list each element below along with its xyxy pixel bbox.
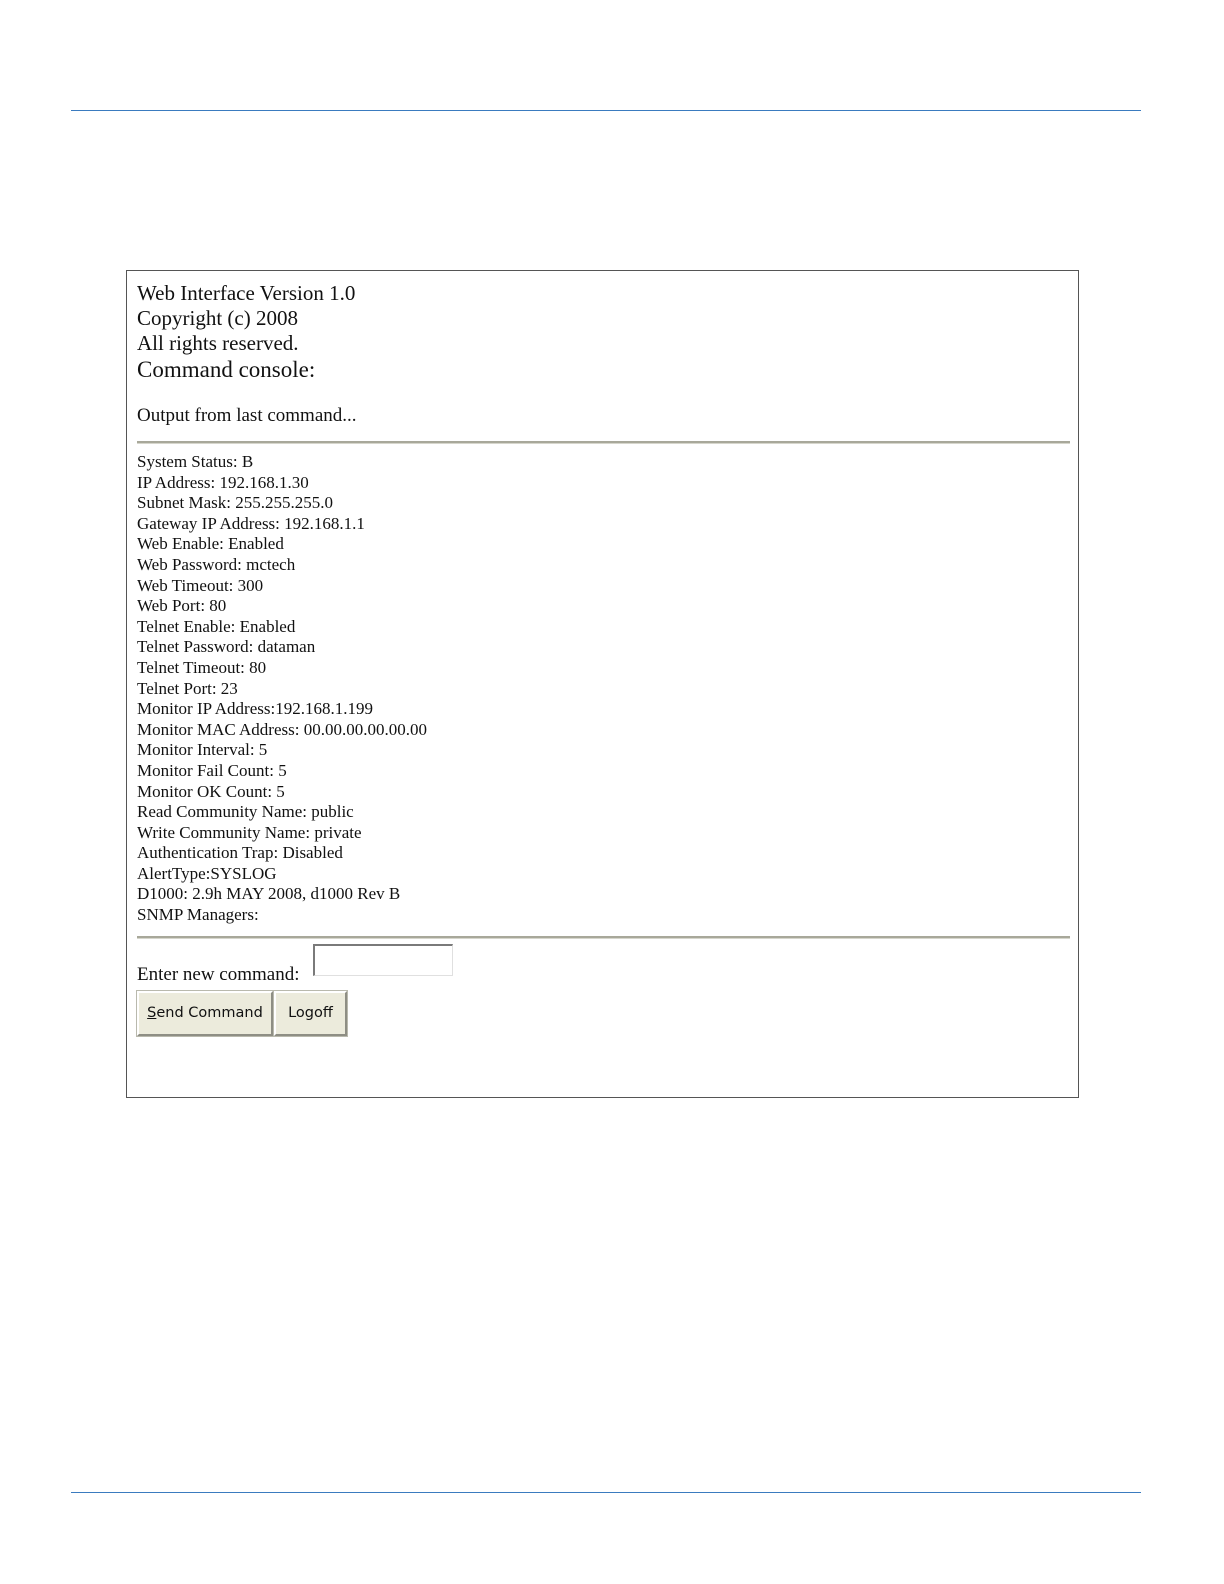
status-line: Gateway IP Address: 192.168.1.1	[137, 513, 365, 533]
button-row	[137, 991, 1070, 1037]
status-line: Telnet Password: dataman	[137, 637, 316, 657]
status-line: SNMP Managers:	[137, 905, 259, 925]
version-text: Web Interface Version 1.0	[137, 281, 356, 305]
status-line: Web Timeout: 300	[137, 575, 264, 595]
page-top-rule	[71, 110, 1141, 111]
command-row	[137, 944, 1070, 986]
status-line: Telnet Timeout: 80	[137, 657, 267, 677]
status-line: Write Community Name: private	[137, 822, 362, 842]
status-line: Telnet Port: 23	[137, 678, 238, 698]
status-line: Monitor MAC Address: 00.00.00.00.00.00	[137, 719, 427, 739]
status-line: Web Port: 80	[137, 596, 227, 616]
rights-text: All rights reserved.	[137, 331, 299, 355]
status-line: Authentication Trap: Disabled	[137, 843, 343, 863]
console-title: Command console:	[137, 357, 316, 382]
send-command-accesskey: S	[147, 1005, 157, 1022]
web-console-frame	[126, 270, 1079, 1098]
command-label: Enter new command:	[137, 963, 300, 985]
status-line: Read Community Name: public	[137, 802, 354, 822]
status-line: System Status: B	[137, 452, 254, 471]
status-line: Subnet Mask: 255.255.255.0	[137, 493, 333, 513]
status-line: Web Password: mctech	[137, 554, 296, 574]
logoff-button[interactable]: Logoff	[274, 991, 347, 1036]
status-line: Web Enable: Enabled	[137, 534, 284, 554]
status-line: D1000: 2.9h MAY 2008, d1000 Rev B	[137, 884, 401, 904]
status-line: Monitor OK Count: 5	[137, 781, 285, 801]
output-divider-bottom	[137, 936, 1070, 939]
status-line: IP Address: 192.168.1.30	[137, 472, 309, 492]
status-output-list	[137, 452, 1070, 926]
status-line: Monitor Interval: 5	[137, 740, 268, 760]
command-input[interactable]	[313, 944, 453, 976]
output-label: Output from last command...	[137, 405, 357, 426]
status-line: Monitor IP Address:192.168.1.199	[137, 699, 373, 719]
send-command-button[interactable]	[137, 991, 273, 1036]
output-divider-top	[137, 441, 1070, 444]
page-bottom-rule	[71, 1492, 1141, 1493]
console-content	[137, 281, 1070, 1037]
status-line: AlertType:SYSLOG	[137, 863, 277, 883]
copyright-text: Copyright (c) 2008	[137, 306, 298, 330]
status-line: Telnet Enable: Enabled	[137, 616, 296, 636]
status-line: Monitor Fail Count: 5	[137, 760, 287, 780]
send-command-label: end Command	[156, 1005, 263, 1022]
